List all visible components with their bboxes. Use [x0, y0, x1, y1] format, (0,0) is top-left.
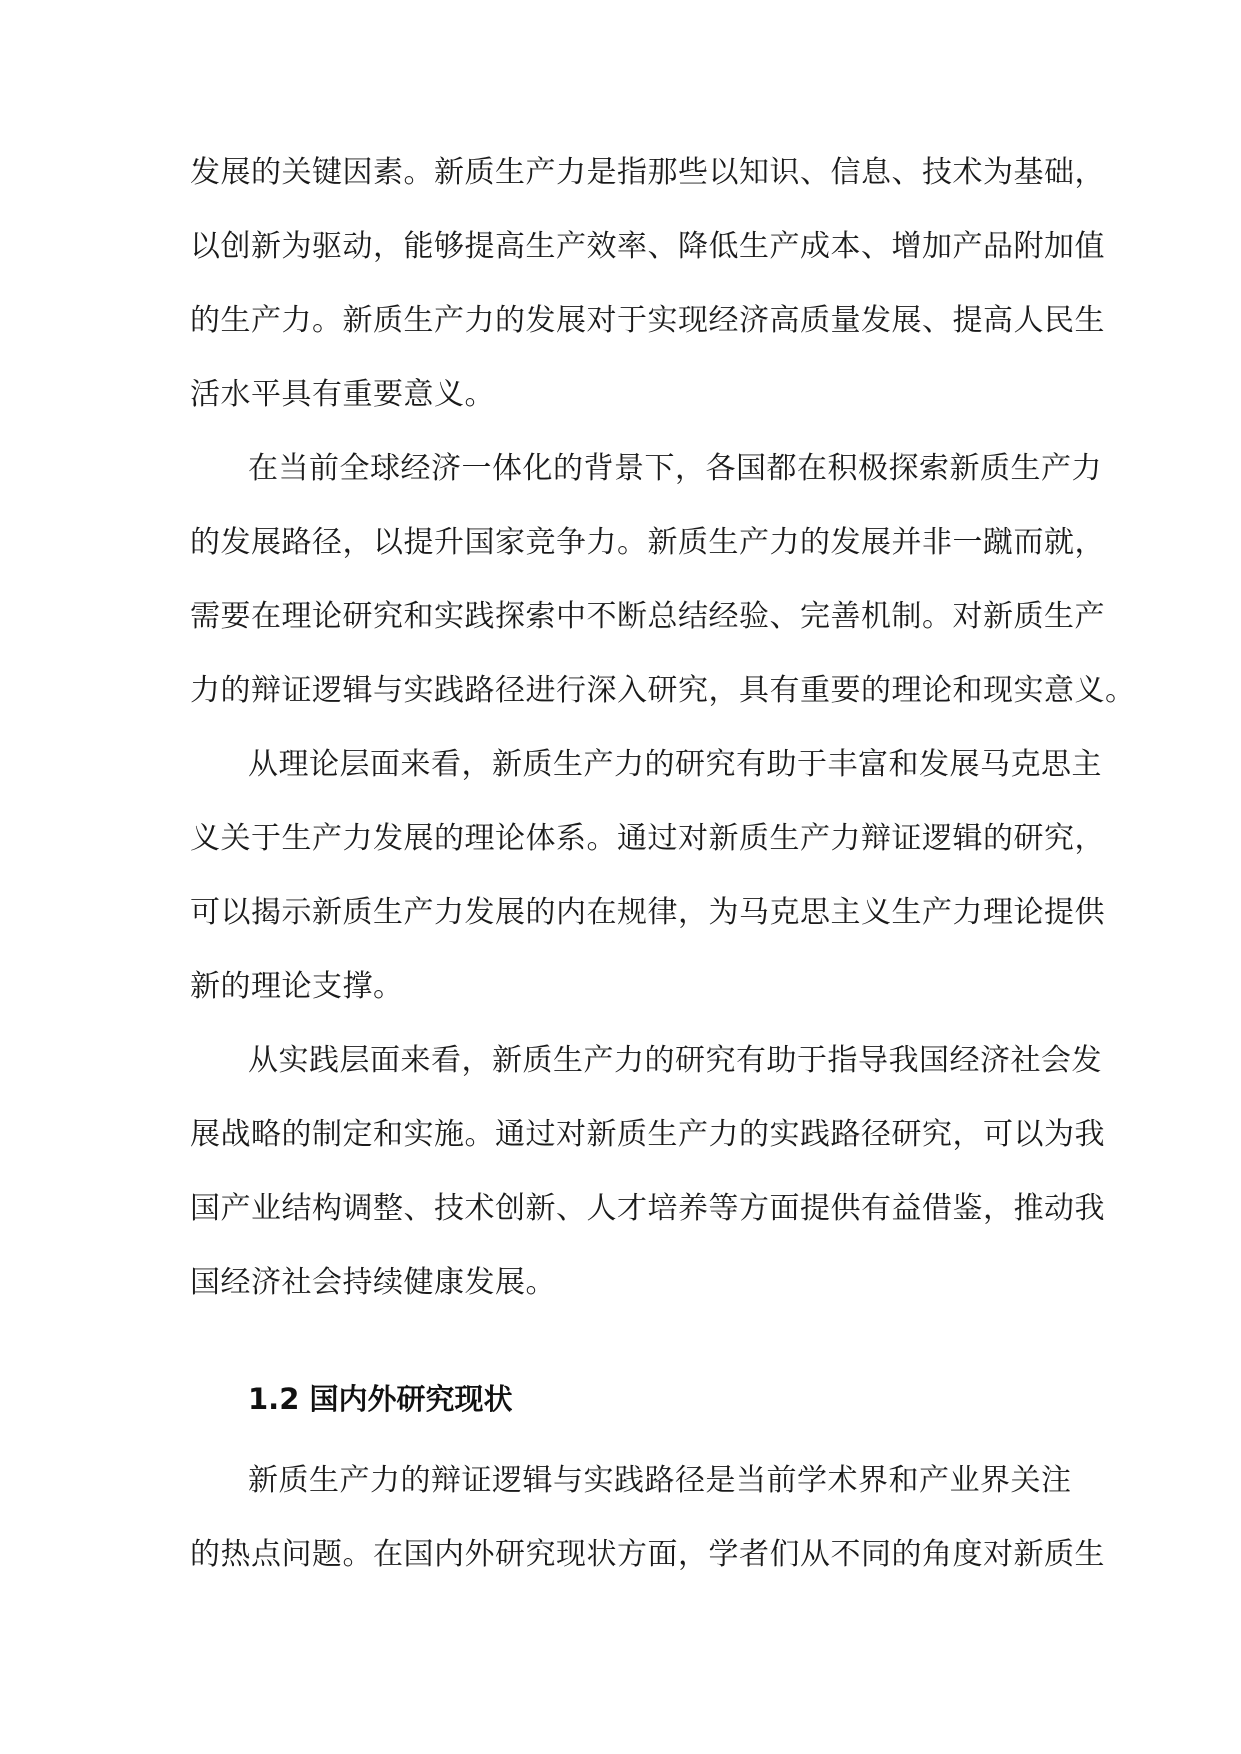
paragraph-line: 新的理论支撑。	[190, 969, 404, 1004]
paragraph-line: 的生产力。新质生产力的发展对于实现经济高质量发展、提高人民生	[190, 303, 1105, 338]
paragraph-line: 从理论层面来看，新质生产力的研究有助于丰富和发展马克思主	[248, 747, 1102, 782]
paragraph-line: 以创新为驱动，能够提高生产效率、降低生产成本、增加产品附加值	[190, 229, 1105, 264]
paragraph-line: 在当前全球经济一体化的背景下，各国都在积极探索新质生产力	[248, 451, 1102, 486]
paragraph-line: 义关于生产力发展的理论体系。通过对新质生产力辩证逻辑的研究，	[190, 821, 1105, 856]
paragraph-line: 的发展路径，以提升国家竞争力。新质生产力的发展并非一蹴而就，	[190, 525, 1105, 560]
section-heading: 1.2 国内外研究现状	[248, 1382, 513, 1416]
paragraph-line: 国产业结构调整、技术创新、人才培养等方面提供有益借鉴，推动我	[190, 1191, 1105, 1226]
paragraph-line: 活水平具有重要意义。	[190, 377, 495, 412]
paragraph-line: 发展的关键因素。新质生产力是指那些以知识、信息、技术为基础，	[190, 155, 1105, 190]
paragraph-line: 国经济社会持续健康发展。	[190, 1265, 556, 1300]
paragraph-line: 新质生产力的辩证逻辑与实践路径是当前学术界和产业界关注	[248, 1463, 1072, 1498]
paragraph-line: 展战略的制定和实施。通过对新质生产力的实践路径研究，可以为我	[190, 1117, 1105, 1152]
paragraph-line: 从实践层面来看，新质生产力的研究有助于指导我国经济社会发	[248, 1043, 1102, 1078]
paragraph-line: 可以揭示新质生产力发展的内在规律，为马克思主义生产力理论提供	[190, 895, 1105, 930]
paragraph-line: 的热点问题。在国内外研究现状方面，学者们从不同的角度对新质生	[190, 1537, 1105, 1572]
paragraph-line: 力的辩证逻辑与实践路径进行深入研究，具有重要的理论和现实意义。	[190, 673, 1136, 708]
paragraph-line: 需要在理论研究和实践探索中不断总结经验、完善机制。对新质生产	[190, 599, 1105, 634]
